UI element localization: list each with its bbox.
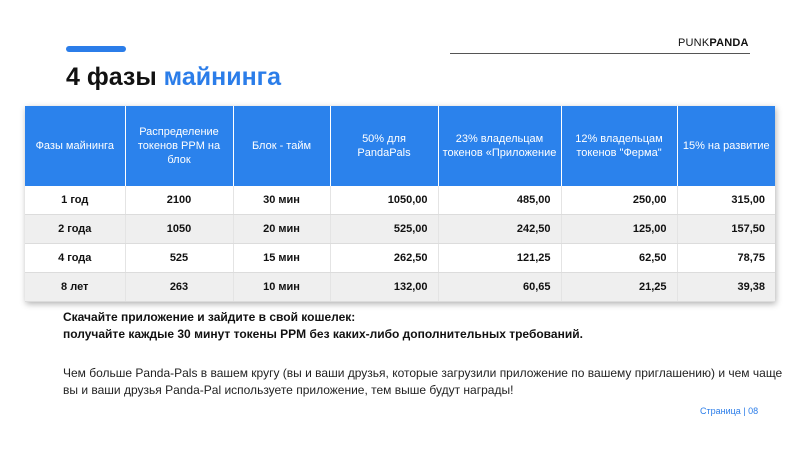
table-cell: 525 — [125, 244, 233, 273]
rewards-paragraph: Чем больше Panda-Pals в вашем кругу (вы и ваши друзья, которые загрузили приложение по вашему приглашению) и чем чаще вы и ваши друзья Panda-Pal используете приложение, тем выше будут награды! — [63, 366, 783, 397]
table-row — [25, 273, 775, 302]
table-cell: 60,65 — [438, 273, 561, 302]
header-cell: Распределение токенов PPM на блок — [125, 106, 233, 186]
table-cell: 1050,00 — [330, 186, 438, 215]
table-cell: 62,50 — [561, 244, 677, 273]
header-cell: 15% на развитие — [677, 106, 775, 186]
header-cell: Блок - тайм — [233, 106, 330, 186]
table-cell: 1 год — [25, 186, 125, 215]
header-cell: Фазы майнинга — [25, 106, 125, 186]
brand-underline — [450, 53, 750, 54]
page-title-main: 4 фазы — [66, 63, 157, 91]
table-header-row — [25, 106, 775, 186]
table-cell: 2 года — [25, 215, 125, 244]
instruction-line-1: Скачайте приложение и зайдите в свой кошелек: — [63, 310, 356, 324]
header-cell: 12% владельцам токенов "Ферма" — [561, 106, 677, 186]
brand-logo-part1: PUNK — [678, 37, 710, 49]
table-cell: 121,25 — [438, 244, 561, 273]
instruction-line-2: получайте каждые 30 минут токены PPM без каких-либо дополнительных требований. — [63, 327, 583, 341]
table-cell: 20 мин — [233, 215, 330, 244]
table-cell: 250,00 — [561, 186, 677, 215]
table-row — [25, 186, 775, 215]
mining-phases-table — [25, 106, 775, 302]
title-accent-bar — [66, 46, 126, 52]
table-cell: 39,38 — [677, 273, 775, 302]
brand-logo — [678, 37, 749, 49]
table-cell: 15 мин — [233, 244, 330, 273]
instructions-block — [63, 309, 783, 343]
table-cell: 1050 — [125, 215, 233, 244]
page-number: Страница | 08 — [700, 406, 759, 416]
table-cell: 4 года — [25, 244, 125, 273]
header-cell: 50% для PandaPals — [330, 106, 438, 186]
table-cell: 157,50 — [677, 215, 775, 244]
table-cell: 242,50 — [438, 215, 561, 244]
table-cell: 78,75 — [677, 244, 775, 273]
table-cell: 262,50 — [330, 244, 438, 273]
table-cell: 485,00 — [438, 186, 561, 215]
brand-logo-part2: PANDA — [709, 37, 749, 49]
table-cell: 125,00 — [561, 215, 677, 244]
table-cell: 525,00 — [330, 215, 438, 244]
table-row — [25, 215, 775, 244]
table-cell: 30 мин — [233, 186, 330, 215]
page-title — [66, 60, 281, 94]
table-cell: 10 мин — [233, 273, 330, 302]
table-cell: 8 лет — [25, 273, 125, 302]
table-cell: 315,00 — [677, 186, 775, 215]
table-cell: 263 — [125, 273, 233, 302]
table-cell: 2100 — [125, 186, 233, 215]
page-title-accent: майнинга — [163, 63, 281, 91]
header-cell: 23% владельцам токенов «Приложение — [438, 106, 561, 186]
table-cell: 21,25 — [561, 273, 677, 302]
table-cell: 132,00 — [330, 273, 438, 302]
table-row — [25, 244, 775, 273]
